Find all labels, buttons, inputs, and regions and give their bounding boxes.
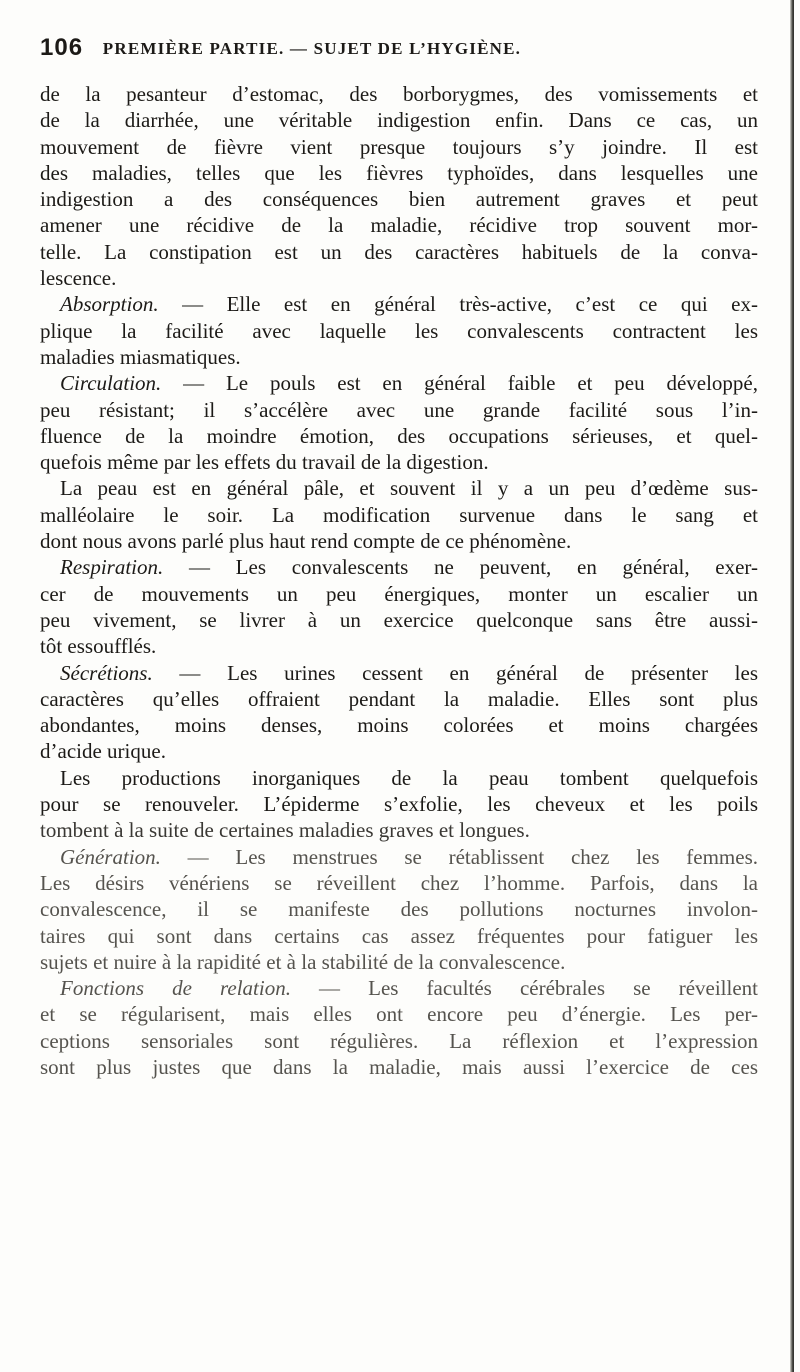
text-line: des maladies, telles que les fièvres typhoïdes, dans lesquelles une: [40, 160, 758, 185]
text-line: et se régularisent, mais elles ont encore peu d’énergie. Les per-: [40, 1002, 758, 1027]
text-line: sujets et nuire à la rapidité et à la stabilité de la convalescence.: [40, 949, 566, 974]
text-line: indigestion a des conséquences bien autrement graves et peut: [40, 187, 758, 212]
text-line: fluence de la moindre émotion, des occupations sérieuses, et quel-: [40, 423, 758, 448]
text-line: pour se renouveler. L’épiderme s’exfolie, les cheveux et les poils: [40, 792, 758, 817]
section-heading-secretions: Sécrétions.: [60, 660, 153, 685]
text-line: convalescence, il se manifeste des pollutions nocturnes involon-: [40, 897, 758, 922]
section-heading-circulation: Circulation.: [60, 371, 162, 396]
text-line: amener une récidive de la maladie, récidive trop souvent mor-: [40, 213, 758, 238]
running-title: PREMIÈRE PARTIE. — SUJET DE L’HYGIÈNE.: [102, 39, 522, 58]
text-line: mouvement de fièvre vient presque toujours s’y joindre. Il est: [40, 134, 758, 159]
text-line: taires qui sont dans certains cas assez fréquentes pour fatiguer les: [40, 923, 758, 948]
text-line: sont plus justes que dans la maladie, mais aussi l’exercice de ces: [40, 1054, 758, 1079]
text-line: de la diarrhée, une véritable indigestion enfin. Dans ce cas, un: [40, 108, 758, 133]
text-line: peu vivement, se livrer à un exercice quelconque sans être aussi-: [40, 607, 758, 632]
section-heading-generation: Génération.: [60, 844, 161, 869]
text-line: quefois même par les effets du travail de la digestion.: [40, 450, 489, 475]
text-line: dont nous avons parlé plus haut rend compte de ce phénomène.: [40, 529, 572, 554]
text-line: Absorption. — Elle est en général très-active, c’est ce qui ex-: [60, 292, 758, 317]
text-line: peu résistant; il s’accélère avec une grande facilité sous l’in-: [40, 397, 758, 422]
body-text: [40, 81, 758, 1080]
text-line: abondantes, moins denses, moins colorées et moins chargées: [40, 713, 758, 738]
text-line: plique la facilité avec laquelle les convalescents contractent les: [40, 318, 758, 343]
text-line: Génération. — Les menstrues se rétablissent chez les femmes.: [60, 844, 758, 869]
text-line: lescence.: [40, 266, 117, 291]
text-line: tôt essoufflés.: [40, 634, 157, 659]
text-line: Les productions inorganiques de la peau tombent quelquefois: [60, 765, 758, 790]
section-heading-absorption: Absorption.: [60, 292, 159, 317]
text-line: cer de mouvements un peu énergiques, monter un escalier un: [40, 581, 758, 606]
text-line: Les désirs vénériens se réveillent chez l’homme. Parfois, dans la: [40, 870, 758, 895]
text-line: Circulation. — Le pouls est en général faible et peu développé,: [60, 371, 758, 396]
section-heading-fonctions-de-relation: Fonctions de relation.: [60, 976, 291, 1001]
text-line: Fonctions de relation. — Les facultés cérébrales se réveillent: [60, 976, 758, 1001]
page-header: [40, 34, 760, 74]
text-line: maladies miasmatiques.: [40, 344, 241, 369]
text-line: ceptions sensoriales sont régulières. La réflexion et l’expression: [40, 1028, 758, 1053]
page-number: 106: [40, 34, 84, 61]
text-line: malléolaire le soir. La modification survenue dans le sang et: [40, 502, 758, 527]
page-edge-shadow: [790, 0, 794, 1372]
section-heading-respiration: Respiration.: [60, 555, 164, 580]
text-line: telle. La constipation est un des caractères habituels de la conva-: [40, 239, 758, 264]
text-line: caractères qu’elles offraient pendant la maladie. Elles sont plus: [40, 686, 758, 711]
text-line: La peau est en général pâle, et souvent il y a un peu d’œdème sus-: [60, 476, 758, 501]
text-line: Respiration. — Les convalescents ne peuvent, en général, exer-: [60, 555, 758, 580]
text-line: d’acide urique.: [40, 739, 166, 764]
text-line: Sécrétions. — Les urines cessent en général de présenter les: [60, 660, 758, 685]
text-line: de la pesanteur d’estomac, des borborygmes, des vomissements et: [40, 82, 758, 106]
text-line: tombent à la suite de certaines maladies graves et longues.: [40, 818, 530, 843]
